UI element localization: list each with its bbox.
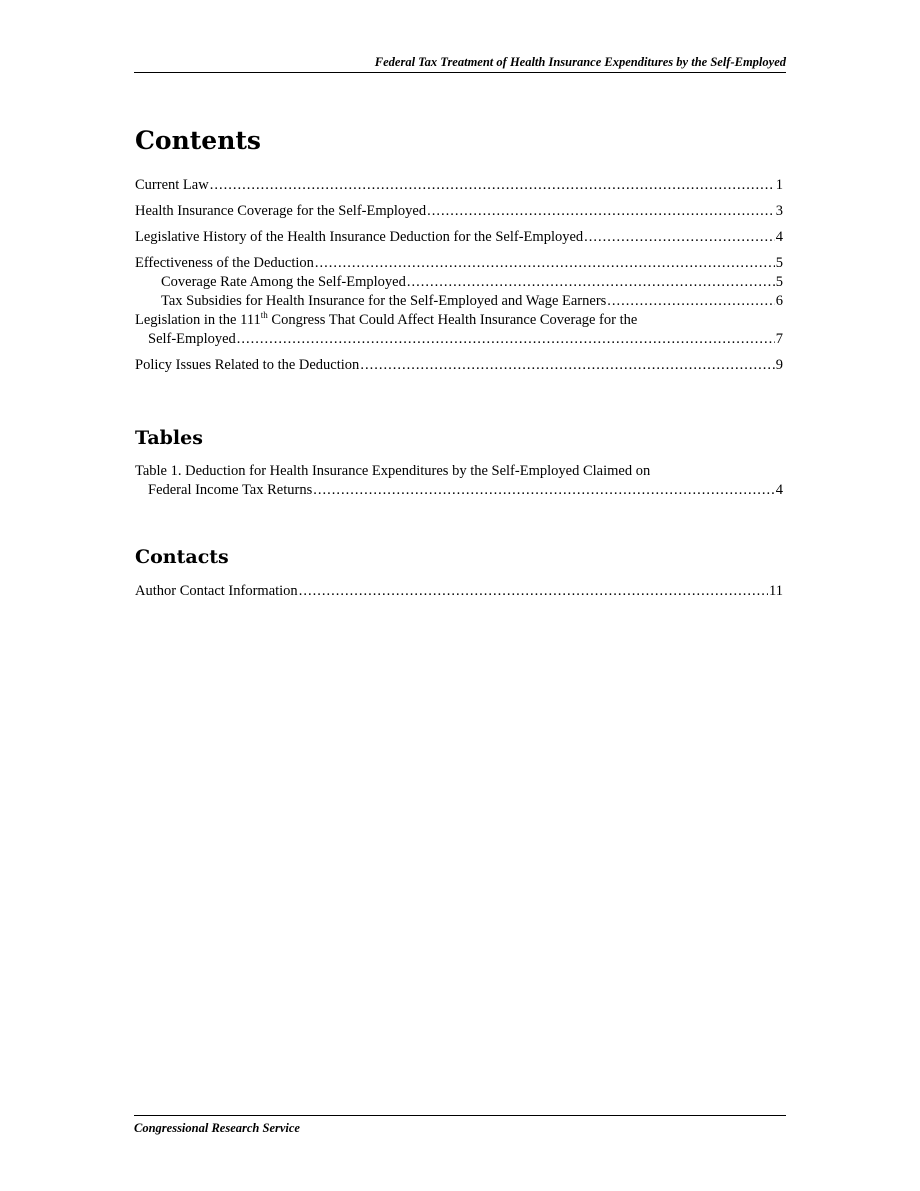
- dot-leader: [315, 254, 775, 273]
- toc-entry-label: Coverage Rate Among the Self-Employed: [161, 274, 406, 290]
- toc-entry-label-line1: Legislation in the 111th Congress That Could Affect Health Insurance Coverage for the: [135, 310, 638, 328]
- toc-entry-page: 7: [775, 331, 783, 347]
- dot-leader: [313, 481, 775, 500]
- dot-leader: [407, 273, 775, 292]
- toc-entry-page: 3: [775, 203, 783, 219]
- toc-entry-label: Current Law: [135, 177, 209, 193]
- contacts-list: [135, 582, 783, 601]
- toc-entry-effectiveness[interactable]: [135, 254, 783, 273]
- toc-entry-page: 6: [775, 293, 783, 309]
- dot-leader: [360, 356, 774, 375]
- contents-list: [135, 176, 783, 375]
- contacts-heading: Contacts: [135, 546, 229, 568]
- toc-entry-page: 11: [769, 583, 783, 599]
- toc-entry-legislation-111th[interactable]: [135, 311, 783, 349]
- toc-entry-label-line2: Self-Employed: [148, 331, 236, 347]
- dot-leader: [427, 202, 775, 221]
- toc-entry-page: 5: [775, 255, 783, 271]
- dot-leader: [210, 176, 775, 195]
- dot-leader: [584, 228, 775, 247]
- dot-leader: [607, 292, 774, 311]
- toc-entry-page: 4: [775, 482, 783, 498]
- toc-entry-label: Effectiveness of the Deduction: [135, 255, 314, 271]
- toc-entry-label-line1: Table 1. Deduction for Health Insurance Expenditures by the Self-Employed Claimed on: [135, 463, 651, 479]
- toc-entry-page: 1: [775, 177, 783, 193]
- toc-entry-page: 4: [775, 229, 783, 245]
- toc-entry-label: Health Insurance Coverage for the Self-Employed: [135, 203, 427, 219]
- running-header: [134, 54, 786, 73]
- toc-entry-current-law[interactable]: [135, 176, 783, 195]
- toc-entry-author-contact[interactable]: [135, 582, 783, 601]
- toc-subentry-coverage-rate[interactable]: [135, 273, 783, 292]
- toc-entry-policy-issues[interactable]: [135, 356, 783, 375]
- toc-subentry-tax-subsidies[interactable]: [135, 292, 783, 311]
- toc-entry-label: Policy Issues Related to the Deduction: [135, 357, 360, 373]
- dot-leader: [237, 330, 775, 349]
- tables-heading: Tables: [135, 427, 203, 449]
- toc-entry-page: 9: [775, 357, 783, 373]
- contents-heading: Contents: [135, 126, 262, 155]
- toc-entry-label-line2: Federal Income Tax Returns: [148, 482, 313, 498]
- toc-entry-label: Tax Subsidies for Health Insurance for the Self-Employed and Wage Earners: [161, 293, 607, 309]
- toc-entry-legislative-history[interactable]: [135, 228, 783, 247]
- tables-list: [135, 462, 783, 500]
- running-footer: [134, 1115, 786, 1137]
- dot-leader: [299, 582, 768, 601]
- running-header-title: Federal Tax Treatment of Health Insurance Expenditures by the Self-Employed: [374, 55, 786, 69]
- toc-entry-coverage[interactable]: [135, 202, 783, 221]
- toc-entry-label: Author Contact Information: [135, 583, 298, 599]
- toc-entry-page: 5: [775, 274, 783, 290]
- footer-text: Congressional Research Service: [134, 1121, 300, 1135]
- toc-entry-table-1[interactable]: [135, 462, 783, 500]
- toc-entry-label: Legislative History of the Health Insurance Deduction for the Self-Employed: [135, 229, 584, 245]
